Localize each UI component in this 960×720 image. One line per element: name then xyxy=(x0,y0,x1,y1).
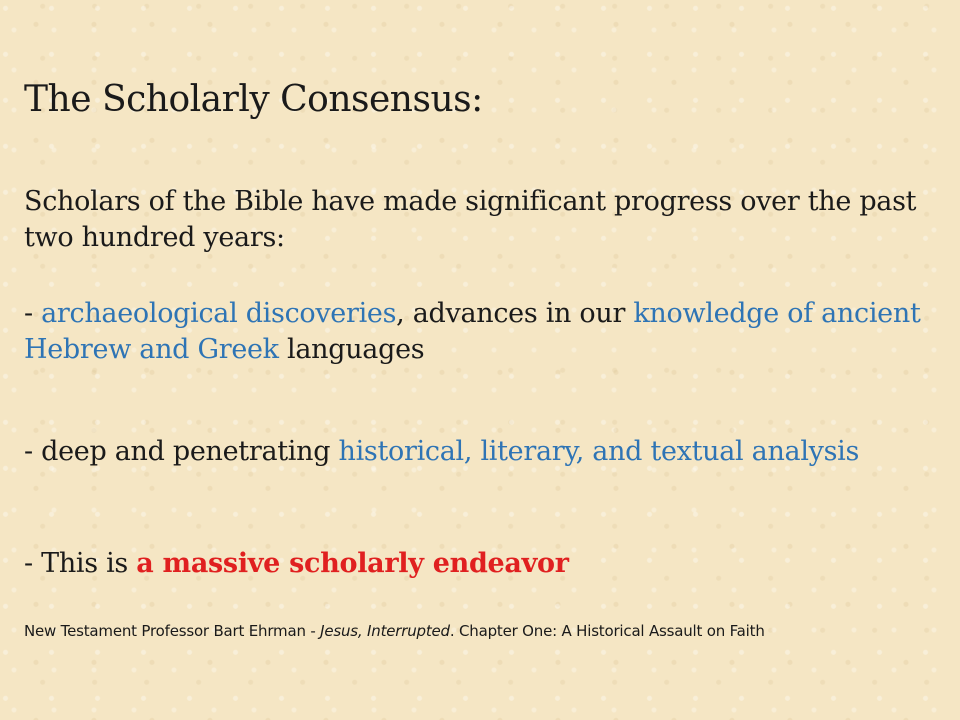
highlight-analysis-types: historical, literary, and textual analysis xyxy=(338,436,860,467)
bullet-text: - deep and penetrating xyxy=(24,436,339,467)
highlight-language-knowledge: knowledge of ancient Hebrew and Greek xyxy=(24,298,921,365)
bullet-text: languages xyxy=(278,334,425,365)
citation-chapter: . Chapter One: A Historical Assault on Faith xyxy=(449,622,765,640)
citation-book-title: Jesus, Interrupted xyxy=(320,622,450,640)
bullet-archaeology xyxy=(24,296,934,368)
bullet-endeavor xyxy=(24,546,934,582)
citation-author: New Testament Professor Bart Ehrman - xyxy=(24,622,321,640)
intro-paragraph: Scholars of the Bible have made significant progress over the past two hundred years: xyxy=(24,186,917,253)
slide-title: The Scholarly Consensus: xyxy=(24,79,483,120)
bullet-text: - This is xyxy=(24,548,137,579)
citation xyxy=(24,621,765,641)
bullet-analysis xyxy=(24,434,934,470)
highlight-massive-endeavor: a massive scholarly endeavor xyxy=(136,548,569,579)
highlight-archaeological-discoveries: archaeological discoveries xyxy=(41,298,397,329)
bullet-dash: - xyxy=(24,298,42,329)
bullet-text: , advances in our xyxy=(396,298,634,329)
